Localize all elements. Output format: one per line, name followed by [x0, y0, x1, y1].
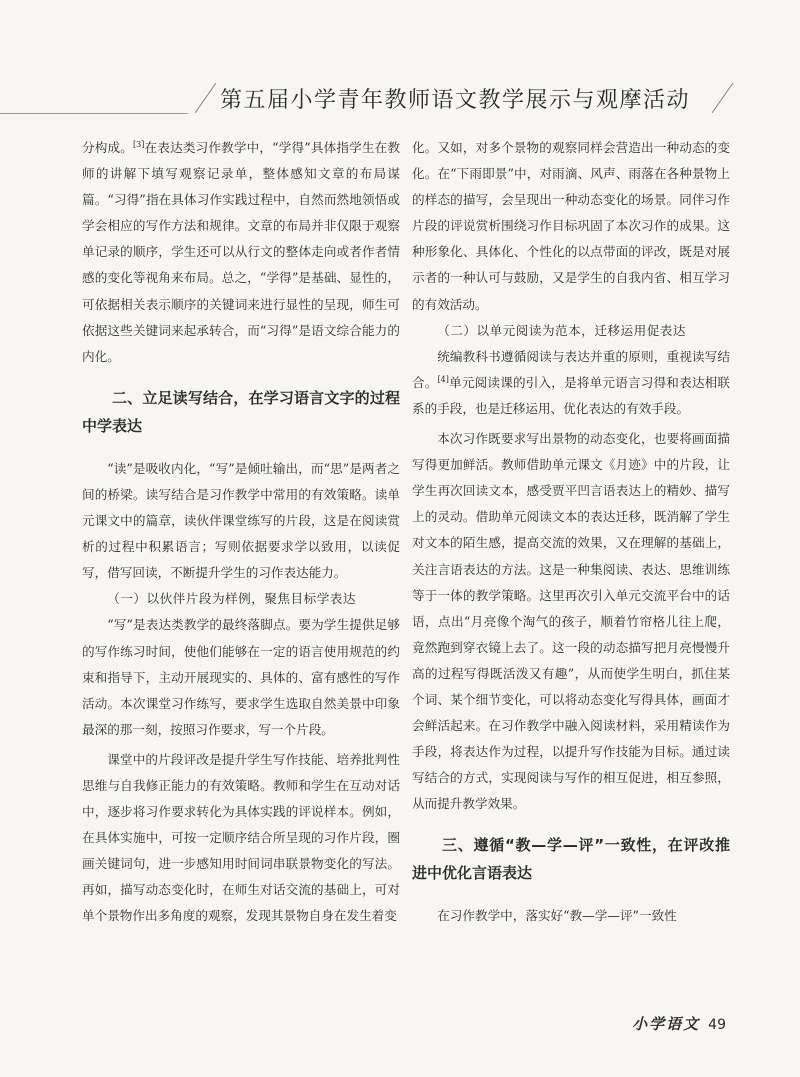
- subsection-heading: （二）以单元阅读为范本，迁移运用促表达: [437, 322, 686, 338]
- paragraph: [82, 135, 400, 370]
- left-column: [82, 135, 400, 930]
- paragraph: “写”是表达类教学的最终落脚点。要为学生提供足够的写作练习时间，使他们能够在一定的语言使用规范的约束和指导下，主动开展现实的、具体的、富有感性的写作活动。本次课堂习作练写，要求学生选取自然美景中印象最深的那一刻，按照习作要求，写一个片段。: [82, 617, 400, 737]
- text-span: 分构成。: [82, 140, 134, 155]
- text-span: 在表达类习作教学中，“学得”具体指学生在教师的讲解下填写观察记录单，整体感知文章的布局谋篇。“习得”指在具体习作实践过程中，自然而然地领悟或学会相应的写作方法和规律。文章的布局并非仅限于观察单记录的顺序，学生还可以从行文的整体走向或者作者情感的变化等视角来布局。总之，“学得”是基础、显性的，可依据相关表示顺序的关键词来进行显性的呈现，师生可依据这些关键词来起承转合，而“习得”是语文综合能力的内化。: [82, 140, 401, 364]
- paragraph: 课堂中的片段评改是提升学生写作技能、培养批判性思维与自我修正能力的有效策略。教师和学生在互动对话中，逐步将习作要求转化为具体实践的评说样本。例如，在具体实施中，可按一定顺序结合所呈现的习作片段，圈画关键词句，进一步感知用时间词串联景物变化的写法。再如，描写动态变化时，在师生对话交流的基础上，可对单个景物作出多角度的观察，发现其景物自身在发生着变: [82, 751, 400, 924]
- page-header: [0, 75, 800, 127]
- section-heading: 三、遵循“教—学—评”一致性，在评改推进中优化言语表达: [412, 836, 730, 883]
- paragraph: “读”是吸收内化，“写”是倾吐输出，而“思”是两者之间的桥梁。读写结合是习作教学中常用的有效策略。读单元课文中的篇章，读伙伴课堂练写的片段，这是在阅读赏析的过程中积累语言；写则依据要求学以致用，以读促写，借写回读，不断提升学生的习作表达能力。: [82, 460, 400, 581]
- paragraph: 化。又如，对多个景物的观察同样会营造出一种动态的变化。在“下雨即景”中，对雨滴、风声、雨落在各种景物上的样态的描写，会呈现出一种动态变化的场景。同伴习作片段的评说赏析围绕习作目标巩固了本次习作的成果。这种形象化、具体化、个性化的以点带面的评改，既是对展示者的一种认可与鼓励，又是学生的自我内省、相互学习的有效活动。: [412, 140, 730, 312]
- header-slash-left: [195, 83, 216, 113]
- section-heading: 二、立足读写结合，在学习语言文字的过程中学表达: [82, 388, 400, 435]
- text-span: 统编教科书遵循阅读与表达并重的原则，重视读写结合。: [412, 348, 730, 390]
- header-rule: [0, 113, 188, 114]
- header-title: 第五届小学青年教师语文教学展示与观摩活动: [220, 88, 691, 113]
- paragraph: 在习作教学中，落实好“教—学—评”一致性: [437, 908, 677, 924]
- paragraph: 本次习作既要求写出景物的动态变化，也要将画面描写得更加鲜活。教师借助单元课文《月迹》中的片段，让学生再次回读文本，感受贾平凹言语表达上的精妙、描写上的灵动。借助单元阅读文本的表达迁移，既消解了学生对文本的陌生感，提高交流的效果，又在理解的基础上，关注言语表达的方法。这是一种集阅读、表达、思维训练等于一体的教学策略。这里再次引入单元交流平台中的话语，点出“月亮像个淘气的孩子，顺着竹帘格儿往上爬，竟然跑到穿衣镜上去了。这一段的动态描写把月亮慢慢升高的过程写得既活泼又有趣”，从而使学生明白，抓住某个词、某个细节变化，可以将动态变化写得具体，画面才会鲜活起来。在习作教学中融入阅读材料，采用精读作为手段，将表达作为过程，以提升写作技能为目标。通过读写结合的方式，实现阅读与写作的相互促进，相互参照，从而提升教学效果。: [412, 431, 730, 812]
- citation-ref: [3]: [133, 139, 145, 149]
- subsection-heading: （一）以伙伴片段为样例，聚焦目标学表达: [107, 591, 356, 607]
- page-footer: [632, 1013, 726, 1034]
- citation-ref: [4]: [437, 374, 449, 384]
- right-column: [412, 135, 730, 930]
- page-number: 49: [708, 1017, 726, 1033]
- magazine-name: 小学语文: [632, 1015, 701, 1033]
- paragraph: [412, 344, 730, 422]
- text-span: 单元阅读课的引入，是将单元语言习得和表达相联系的手段，也是迁移运用、优化表达的有效手段。: [412, 374, 731, 416]
- header-slash-right: [712, 83, 733, 113]
